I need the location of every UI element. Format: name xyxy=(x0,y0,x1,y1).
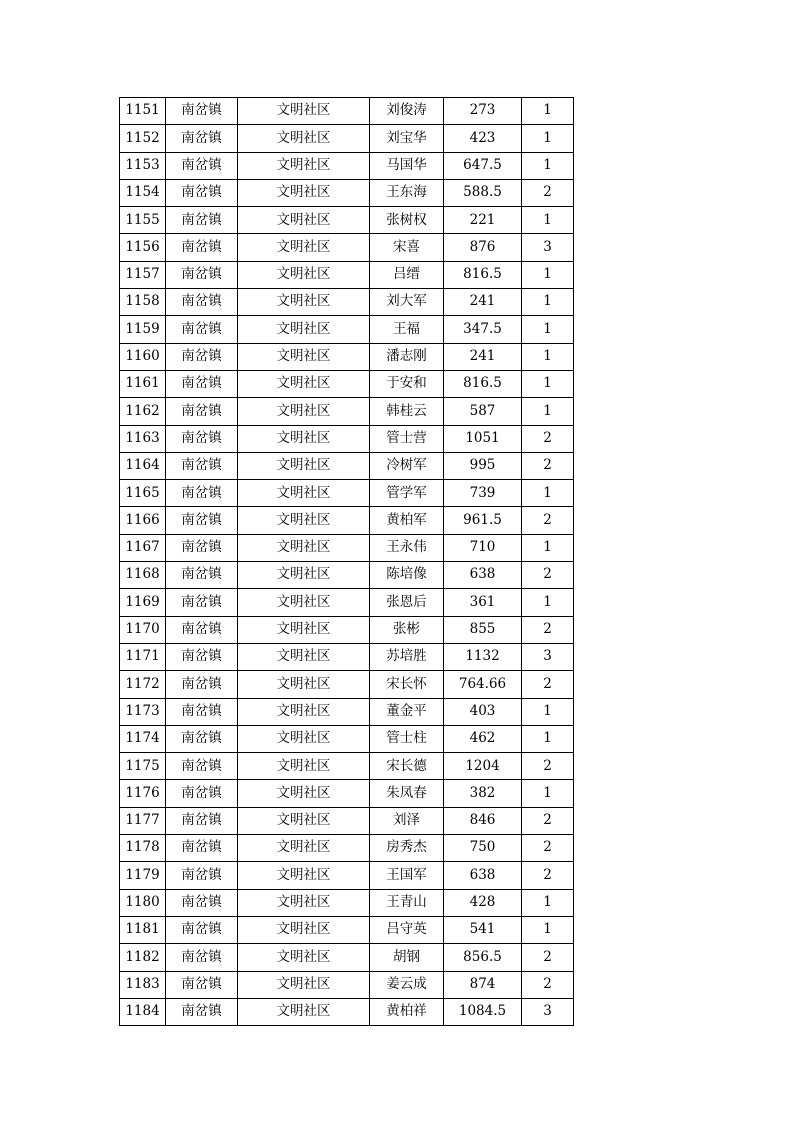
community-cell: 文明社区 xyxy=(238,616,370,643)
row-id-cell: 1174 xyxy=(120,725,166,752)
count-cell: 1 xyxy=(522,261,574,288)
table-row xyxy=(120,534,574,561)
community-cell: 文明社区 xyxy=(238,725,370,752)
count-cell: 2 xyxy=(522,671,574,698)
town-cell: 南岔镇 xyxy=(166,643,238,670)
row-id-cell: 1152 xyxy=(120,125,166,152)
amount-cell: 638 xyxy=(444,862,522,889)
table-row xyxy=(120,507,574,534)
town-cell: 南岔镇 xyxy=(166,98,238,125)
amount-cell: 856.5 xyxy=(444,944,522,971)
row-id-cell: 1172 xyxy=(120,671,166,698)
amount-cell: 221 xyxy=(444,207,522,234)
community-cell: 文明社区 xyxy=(238,343,370,370)
community-cell: 文明社区 xyxy=(238,862,370,889)
name-cell: 宋长怀 xyxy=(370,671,444,698)
name-cell: 刘宝华 xyxy=(370,125,444,152)
community-cell: 文明社区 xyxy=(238,152,370,179)
town-cell: 南岔镇 xyxy=(166,698,238,725)
name-cell: 胡钢 xyxy=(370,944,444,971)
amount-cell: 1051 xyxy=(444,425,522,452)
name-cell: 管学军 xyxy=(370,480,444,507)
count-cell: 2 xyxy=(522,862,574,889)
row-id-cell: 1181 xyxy=(120,916,166,943)
name-cell: 潘志刚 xyxy=(370,343,444,370)
name-cell: 陈培像 xyxy=(370,562,444,589)
amount-cell: 241 xyxy=(444,289,522,316)
community-cell: 文明社区 xyxy=(238,944,370,971)
amount-cell: 541 xyxy=(444,916,522,943)
name-cell: 苏培胜 xyxy=(370,643,444,670)
row-id-cell: 1154 xyxy=(120,179,166,206)
count-cell: 1 xyxy=(522,343,574,370)
row-id-cell: 1153 xyxy=(120,152,166,179)
table-row xyxy=(120,643,574,670)
name-cell: 宋喜 xyxy=(370,234,444,261)
town-cell: 南岔镇 xyxy=(166,671,238,698)
table-row xyxy=(120,725,574,752)
community-cell: 文明社区 xyxy=(238,234,370,261)
community-cell: 文明社区 xyxy=(238,261,370,288)
community-cell: 文明社区 xyxy=(238,671,370,698)
amount-cell: 587 xyxy=(444,398,522,425)
table-row xyxy=(120,944,574,971)
row-id-cell: 1184 xyxy=(120,998,166,1025)
count-cell: 1 xyxy=(522,480,574,507)
name-cell: 韩桂云 xyxy=(370,398,444,425)
name-cell: 刘大军 xyxy=(370,289,444,316)
town-cell: 南岔镇 xyxy=(166,370,238,397)
data-table xyxy=(119,97,574,1026)
row-id-cell: 1156 xyxy=(120,234,166,261)
amount-cell: 750 xyxy=(444,835,522,862)
amount-cell: 361 xyxy=(444,589,522,616)
count-cell: 3 xyxy=(522,643,574,670)
amount-cell: 273 xyxy=(444,98,522,125)
town-cell: 南岔镇 xyxy=(166,998,238,1025)
table-row xyxy=(120,289,574,316)
town-cell: 南岔镇 xyxy=(166,261,238,288)
table-row xyxy=(120,698,574,725)
community-cell: 文明社区 xyxy=(238,643,370,670)
name-cell: 宋长德 xyxy=(370,753,444,780)
community-cell: 文明社区 xyxy=(238,698,370,725)
table-row xyxy=(120,125,574,152)
amount-cell: 382 xyxy=(444,780,522,807)
name-cell: 王福 xyxy=(370,316,444,343)
row-id-cell: 1173 xyxy=(120,698,166,725)
amount-cell: 874 xyxy=(444,971,522,998)
amount-cell: 816.5 xyxy=(444,261,522,288)
table-row xyxy=(120,562,574,589)
community-cell: 文明社区 xyxy=(238,507,370,534)
table-row xyxy=(120,207,574,234)
town-cell: 南岔镇 xyxy=(166,125,238,152)
community-cell: 文明社区 xyxy=(238,125,370,152)
table-row xyxy=(120,753,574,780)
count-cell: 1 xyxy=(522,698,574,725)
row-id-cell: 1157 xyxy=(120,261,166,288)
name-cell: 张彬 xyxy=(370,616,444,643)
community-cell: 文明社区 xyxy=(238,316,370,343)
community-cell: 文明社区 xyxy=(238,179,370,206)
row-id-cell: 1151 xyxy=(120,98,166,125)
town-cell: 南岔镇 xyxy=(166,425,238,452)
town-cell: 南岔镇 xyxy=(166,916,238,943)
table-row xyxy=(120,398,574,425)
name-cell: 冷树军 xyxy=(370,452,444,479)
name-cell: 王青山 xyxy=(370,889,444,916)
row-id-cell: 1182 xyxy=(120,944,166,971)
name-cell: 王永伟 xyxy=(370,534,444,561)
town-cell: 南岔镇 xyxy=(166,862,238,889)
count-cell: 1 xyxy=(522,534,574,561)
table-row xyxy=(120,998,574,1025)
name-cell: 管士营 xyxy=(370,425,444,452)
amount-cell: 764.66 xyxy=(444,671,522,698)
table-row xyxy=(120,179,574,206)
row-id-cell: 1155 xyxy=(120,207,166,234)
count-cell: 2 xyxy=(522,807,574,834)
town-cell: 南岔镇 xyxy=(166,398,238,425)
amount-cell: 1204 xyxy=(444,753,522,780)
name-cell: 于安和 xyxy=(370,370,444,397)
name-cell: 马国华 xyxy=(370,152,444,179)
table-row xyxy=(120,480,574,507)
count-cell: 1 xyxy=(522,370,574,397)
amount-cell: 241 xyxy=(444,343,522,370)
row-id-cell: 1167 xyxy=(120,534,166,561)
community-cell: 文明社区 xyxy=(238,998,370,1025)
count-cell: 1 xyxy=(522,98,574,125)
amount-cell: 462 xyxy=(444,725,522,752)
count-cell: 2 xyxy=(522,616,574,643)
row-id-cell: 1177 xyxy=(120,807,166,834)
town-cell: 南岔镇 xyxy=(166,780,238,807)
amount-cell: 588.5 xyxy=(444,179,522,206)
community-cell: 文明社区 xyxy=(238,780,370,807)
count-cell: 1 xyxy=(522,207,574,234)
name-cell: 黄柏祥 xyxy=(370,998,444,1025)
community-cell: 文明社区 xyxy=(238,589,370,616)
name-cell: 刘泽 xyxy=(370,807,444,834)
amount-cell: 855 xyxy=(444,616,522,643)
amount-cell: 710 xyxy=(444,534,522,561)
row-id-cell: 1178 xyxy=(120,835,166,862)
town-cell: 南岔镇 xyxy=(166,944,238,971)
town-cell: 南岔镇 xyxy=(166,343,238,370)
community-cell: 文明社区 xyxy=(238,971,370,998)
table-row xyxy=(120,889,574,916)
row-id-cell: 1160 xyxy=(120,343,166,370)
row-id-cell: 1175 xyxy=(120,753,166,780)
community-cell: 文明社区 xyxy=(238,835,370,862)
community-cell: 文明社区 xyxy=(238,398,370,425)
row-id-cell: 1180 xyxy=(120,889,166,916)
table-row xyxy=(120,425,574,452)
amount-cell: 995 xyxy=(444,452,522,479)
table-row xyxy=(120,780,574,807)
row-id-cell: 1166 xyxy=(120,507,166,534)
amount-cell: 428 xyxy=(444,889,522,916)
town-cell: 南岔镇 xyxy=(166,452,238,479)
community-cell: 文明社区 xyxy=(238,370,370,397)
row-id-cell: 1170 xyxy=(120,616,166,643)
town-cell: 南岔镇 xyxy=(166,616,238,643)
community-cell: 文明社区 xyxy=(238,98,370,125)
count-cell: 1 xyxy=(522,725,574,752)
table-row xyxy=(120,616,574,643)
count-cell: 1 xyxy=(522,889,574,916)
count-cell: 1 xyxy=(522,398,574,425)
name-cell: 王国军 xyxy=(370,862,444,889)
community-cell: 文明社区 xyxy=(238,889,370,916)
town-cell: 南岔镇 xyxy=(166,179,238,206)
row-id-cell: 1158 xyxy=(120,289,166,316)
community-cell: 文明社区 xyxy=(238,289,370,316)
amount-cell: 1084.5 xyxy=(444,998,522,1025)
name-cell: 董金平 xyxy=(370,698,444,725)
count-cell: 2 xyxy=(522,971,574,998)
count-cell: 2 xyxy=(522,753,574,780)
town-cell: 南岔镇 xyxy=(166,152,238,179)
table-row xyxy=(120,971,574,998)
table-row xyxy=(120,671,574,698)
count-cell: 1 xyxy=(522,589,574,616)
table-row xyxy=(120,261,574,288)
amount-cell: 403 xyxy=(444,698,522,725)
name-cell: 房秀杰 xyxy=(370,835,444,862)
community-cell: 文明社区 xyxy=(238,534,370,561)
table-row xyxy=(120,98,574,125)
count-cell: 2 xyxy=(522,835,574,862)
row-id-cell: 1171 xyxy=(120,643,166,670)
town-cell: 南岔镇 xyxy=(166,316,238,343)
count-cell: 1 xyxy=(522,152,574,179)
table-row xyxy=(120,343,574,370)
count-cell: 1 xyxy=(522,916,574,943)
row-id-cell: 1168 xyxy=(120,562,166,589)
amount-cell: 423 xyxy=(444,125,522,152)
table-row xyxy=(120,589,574,616)
amount-cell: 846 xyxy=(444,807,522,834)
table-row xyxy=(120,234,574,261)
name-cell: 刘俊涛 xyxy=(370,98,444,125)
town-cell: 南岔镇 xyxy=(166,971,238,998)
count-cell: 2 xyxy=(522,425,574,452)
row-id-cell: 1164 xyxy=(120,452,166,479)
count-cell: 3 xyxy=(522,998,574,1025)
row-id-cell: 1165 xyxy=(120,480,166,507)
table-row xyxy=(120,452,574,479)
count-cell: 1 xyxy=(522,125,574,152)
count-cell: 1 xyxy=(522,780,574,807)
town-cell: 南岔镇 xyxy=(166,289,238,316)
community-cell: 文明社区 xyxy=(238,753,370,780)
amount-cell: 347.5 xyxy=(444,316,522,343)
town-cell: 南岔镇 xyxy=(166,480,238,507)
row-id-cell: 1179 xyxy=(120,862,166,889)
count-cell: 2 xyxy=(522,179,574,206)
count-cell: 2 xyxy=(522,562,574,589)
community-cell: 文明社区 xyxy=(238,480,370,507)
table-row xyxy=(120,370,574,397)
name-cell: 姜云成 xyxy=(370,971,444,998)
town-cell: 南岔镇 xyxy=(166,207,238,234)
community-cell: 文明社区 xyxy=(238,807,370,834)
count-cell: 2 xyxy=(522,452,574,479)
count-cell: 2 xyxy=(522,944,574,971)
table-row xyxy=(120,835,574,862)
count-cell: 1 xyxy=(522,289,574,316)
row-id-cell: 1161 xyxy=(120,370,166,397)
town-cell: 南岔镇 xyxy=(166,835,238,862)
town-cell: 南岔镇 xyxy=(166,234,238,261)
community-cell: 文明社区 xyxy=(238,207,370,234)
row-id-cell: 1169 xyxy=(120,589,166,616)
name-cell: 张恩后 xyxy=(370,589,444,616)
row-id-cell: 1162 xyxy=(120,398,166,425)
community-cell: 文明社区 xyxy=(238,916,370,943)
table-row xyxy=(120,916,574,943)
name-cell: 朱凤春 xyxy=(370,780,444,807)
name-cell: 吕守英 xyxy=(370,916,444,943)
town-cell: 南岔镇 xyxy=(166,753,238,780)
town-cell: 南岔镇 xyxy=(166,807,238,834)
table-row xyxy=(120,807,574,834)
table-row xyxy=(120,316,574,343)
amount-cell: 638 xyxy=(444,562,522,589)
name-cell: 吕缙 xyxy=(370,261,444,288)
amount-cell: 1132 xyxy=(444,643,522,670)
town-cell: 南岔镇 xyxy=(166,562,238,589)
amount-cell: 647.5 xyxy=(444,152,522,179)
count-cell: 2 xyxy=(522,507,574,534)
town-cell: 南岔镇 xyxy=(166,534,238,561)
table-body xyxy=(120,98,574,1026)
amount-cell: 739 xyxy=(444,480,522,507)
row-id-cell: 1159 xyxy=(120,316,166,343)
name-cell: 管士柱 xyxy=(370,725,444,752)
town-cell: 南岔镇 xyxy=(166,507,238,534)
amount-cell: 961.5 xyxy=(444,507,522,534)
amount-cell: 876 xyxy=(444,234,522,261)
community-cell: 文明社区 xyxy=(238,425,370,452)
town-cell: 南岔镇 xyxy=(166,889,238,916)
name-cell: 张树权 xyxy=(370,207,444,234)
town-cell: 南岔镇 xyxy=(166,725,238,752)
row-id-cell: 1163 xyxy=(120,425,166,452)
table-row xyxy=(120,152,574,179)
town-cell: 南岔镇 xyxy=(166,589,238,616)
name-cell: 黄柏军 xyxy=(370,507,444,534)
name-cell: 王东海 xyxy=(370,179,444,206)
row-id-cell: 1176 xyxy=(120,780,166,807)
community-cell: 文明社区 xyxy=(238,562,370,589)
count-cell: 1 xyxy=(522,316,574,343)
table-row xyxy=(120,862,574,889)
amount-cell: 816.5 xyxy=(444,370,522,397)
row-id-cell: 1183 xyxy=(120,971,166,998)
community-cell: 文明社区 xyxy=(238,452,370,479)
count-cell: 3 xyxy=(522,234,574,261)
